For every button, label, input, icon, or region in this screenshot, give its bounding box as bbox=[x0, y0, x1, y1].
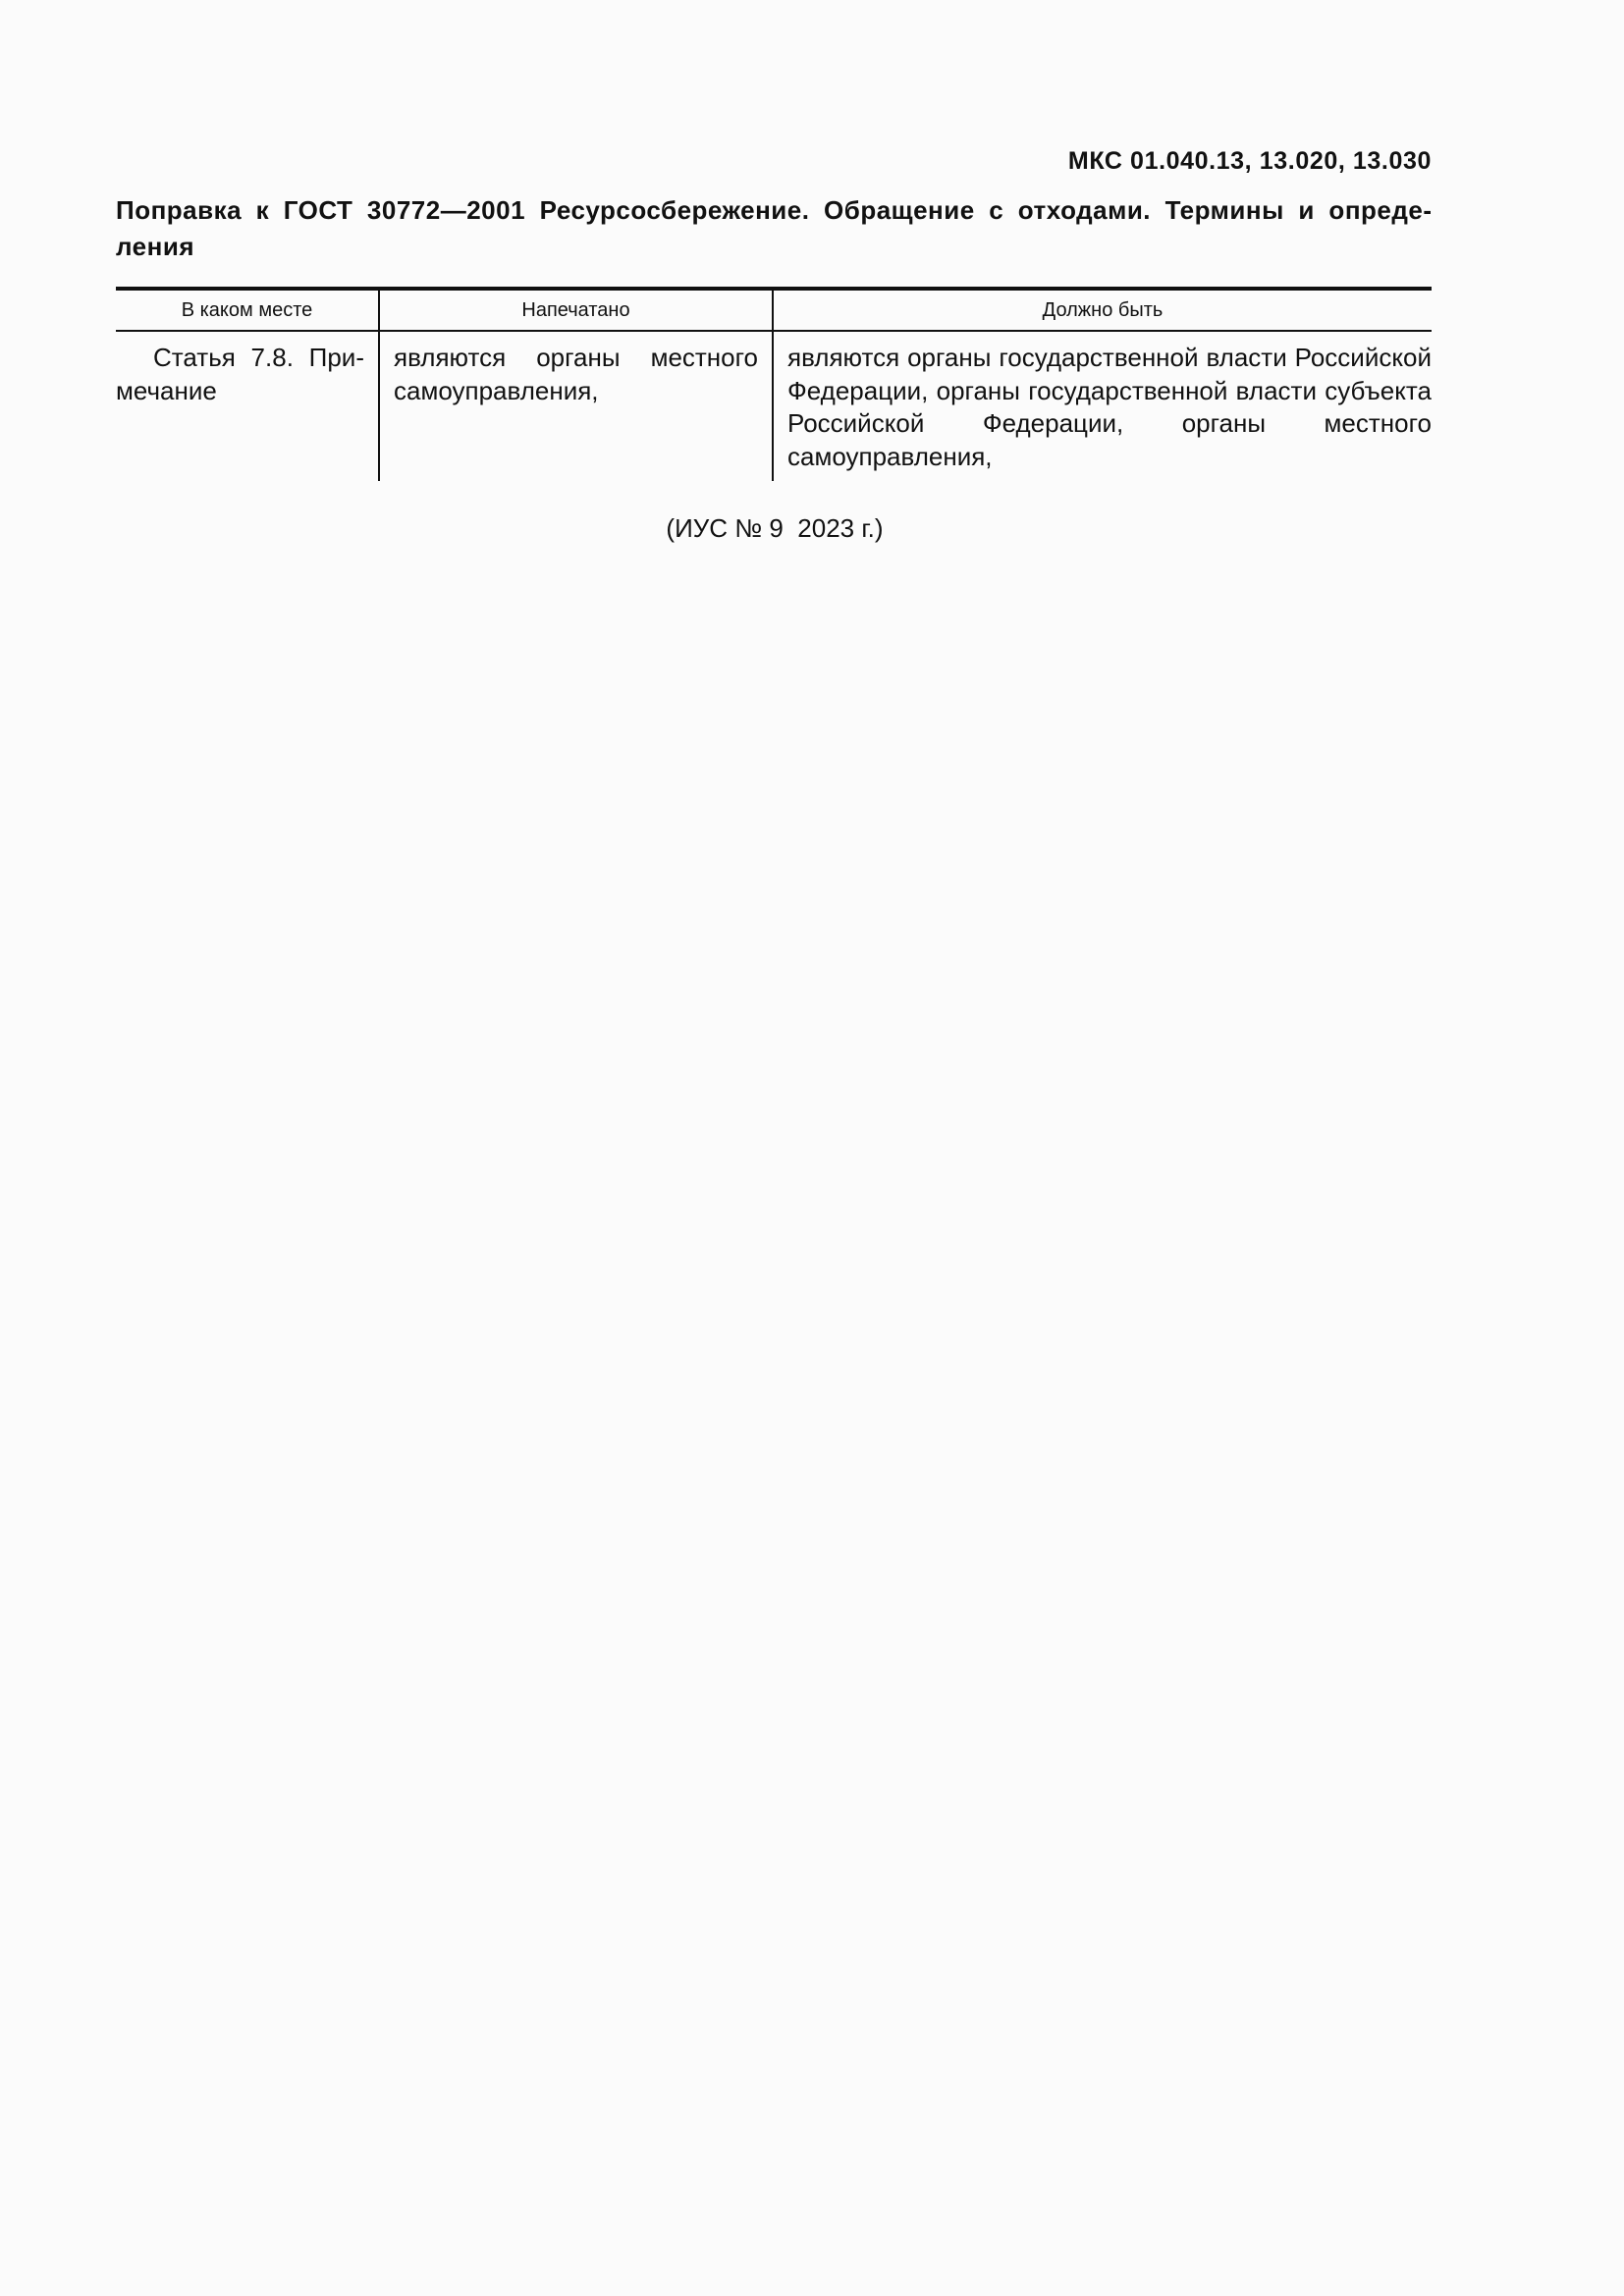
mks-codes: МКС 01.040.13, 13.020, 13.030 bbox=[1067, 147, 1432, 175]
amendment-table bbox=[116, 287, 1432, 481]
header-place: В каком месте bbox=[181, 298, 313, 321]
cell-printed: являются органы местного самоуправления, bbox=[379, 331, 773, 481]
document-title: Поправка к ГОСТ 30772—2001 Ресурсосбережение. Обращение с отходами. Термины и определения bbox=[116, 195, 1432, 261]
table-header-row bbox=[116, 289, 1432, 331]
header-should-be: Должно быть bbox=[773, 289, 1432, 331]
cell-place: Статья 7.8. Примечание bbox=[116, 343, 364, 405]
table-row bbox=[116, 331, 1432, 481]
header-printed: Напечатано bbox=[379, 289, 773, 331]
ius-reference: (ИУС № 9 2023 г.) bbox=[666, 513, 884, 543]
cell-should-be: являются органы государственной власти Российской Федерации, органы государственной власти субъекта Российской Федерации, органы местного самоуправления, bbox=[773, 331, 1432, 481]
